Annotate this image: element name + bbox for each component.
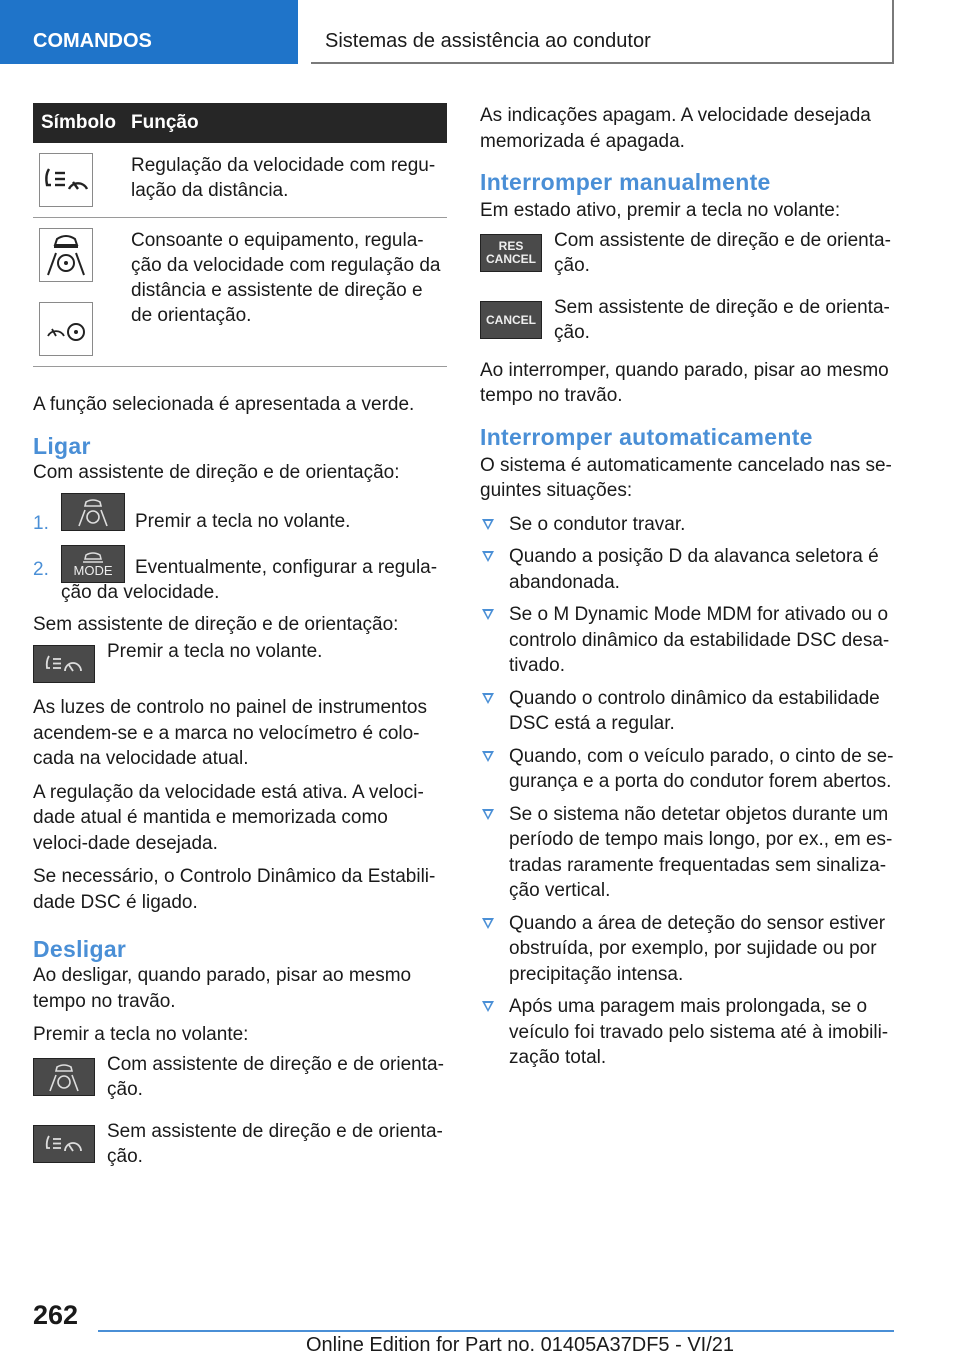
paragraph: Ao interromper, quando parado, pisar ao mesmo tempo no travão.: [480, 359, 889, 406]
auto-cancel-list: [480, 512, 894, 1071]
steering-assist-key-icon: [61, 493, 125, 531]
cancel-key-label: CANCEL: [486, 312, 536, 327]
chapter-title: Sistemas de assistência ao condutor: [325, 30, 651, 52]
acc-steering-icon: [39, 302, 93, 356]
table-cell-function: Regulação da velocidade com regu-lação da distância.: [125, 143, 447, 218]
footer-edition: Online Edition for Part no. 01405A37DF5 - VI/21: [306, 1334, 735, 1356]
paragraph: Ao desligar, quando parado, pisar ao mesmo tempo no travão.: [33, 965, 412, 1012]
table-header-function: Função: [125, 103, 447, 143]
section-tab: [0, 0, 298, 64]
key-row: [480, 296, 894, 346]
bullet-triangle-icon: [482, 609, 494, 620]
footer-divider: [98, 1330, 894, 1332]
paragraph: O sistema é automaticamente cancelado nas se-guintes situações:: [480, 454, 892, 501]
table-cell-function: Consoante o equipamento, regula-ção da velocidade com regulação da distância e assistente de direção e de orientação.: [125, 218, 447, 367]
step-text: Premir a tecla no volante.: [135, 511, 351, 532]
mode-key-label: MODE: [73, 562, 113, 578]
heading-interromper-manualmente: Interromper manualmente: [480, 169, 771, 195]
key-text: Premir a tecla no volante.: [107, 641, 323, 662]
table-row: [33, 218, 447, 367]
bullet-triangle-icon: [482, 519, 494, 530]
paragraph: As indicações apagam. A velocidade desejada memorizada é apagada.: [480, 105, 871, 152]
right-column: [480, 103, 894, 1078]
page-number: 262: [33, 1300, 79, 1330]
paragraph: Em estado ativo, premir a tecla no volante:: [480, 200, 841, 221]
paragraph: Premir a tecla no volante:: [33, 1024, 249, 1045]
key-text: Sem assistente de direção e de orienta-ção.: [107, 1120, 443, 1167]
paragraph: As luzes de controlo no painel de instrumentos acendem-se e a marca no velocímetro é colo-cada na velocidade atual.: [33, 697, 427, 769]
paragraph: A função selecionada é apresentada a verde.: [33, 394, 415, 415]
bullet-triangle-icon: [482, 918, 494, 929]
step-number: 2.: [33, 558, 49, 580]
list-item: Se o M Dynamic Mode MDM for ativado ou o controlo dinâmico da estabilidade DSC desa-tivado.: [480, 602, 894, 679]
key-text: Com assistente de direção e de orienta-ção.: [554, 229, 891, 276]
cancel-key-icon: [480, 301, 542, 339]
step-number: 1.: [33, 513, 49, 534]
left-column: [33, 103, 447, 1170]
symbol-table: [33, 103, 447, 367]
bullet-triangle-icon: [482, 551, 494, 562]
key-row: [33, 643, 447, 683]
heading-ligar: Ligar: [33, 432, 91, 459]
list-item: Se o sistema não detetar objetos durante um período de tempo mais longo, por ex., em es-tradas raramente frequentadas sem sinaliza-ção vertical.: [480, 802, 894, 904]
heading-interromper-automaticamente: Interromper automaticamente: [480, 423, 813, 450]
list-item: Quando o controlo dinâmico da estabilidade DSC está a regular.: [480, 686, 894, 737]
step-text: Eventualmente, configurar a regula-ção da velocidade.: [61, 556, 438, 603]
res-key-label: RES: [498, 238, 524, 253]
acc-key-icon: [33, 645, 95, 683]
paragraph: Com assistente de direção e de orientação:: [33, 461, 400, 483]
step-1: [33, 491, 447, 537]
key-text: Sem assistente de direção e de orienta-ção.: [554, 296, 890, 343]
table-header-symbol: Símbolo: [33, 103, 125, 143]
paragraph: Se necessário, o Controlo Dinâmico da Estabili-dade DSC é ligado.: [33, 866, 436, 913]
bullet-triangle-icon: [482, 809, 494, 820]
step-2: [33, 543, 447, 606]
steering-assist-icon: [39, 228, 93, 282]
table-header-row: [33, 103, 447, 143]
table-row: [33, 143, 447, 218]
list-item: Quando a área de deteção do sensor estiver obstruída, por exemplo, por sujidade ou por precipitação intensa.: [480, 911, 894, 988]
section-title: COMANDOS: [33, 30, 152, 52]
paragraph: A regulação da velocidade está ativa. A veloci-dade atual é mantida e memorizada como veloci-dade desejada.: [33, 781, 424, 854]
bullet-triangle-icon: [482, 751, 494, 762]
bullet-triangle-icon: [482, 1001, 494, 1012]
list-item: Quando a posição D da alavanca seletora é abandonada.: [480, 544, 894, 595]
cancel-key-label: CANCEL: [486, 251, 536, 266]
res-cancel-key-icon: [480, 234, 542, 272]
chapter-tab: [311, 0, 894, 64]
key-row: [480, 229, 894, 279]
list-item: Se o condutor travar.: [480, 512, 894, 538]
key-row: [33, 1053, 447, 1103]
key-row: [33, 1120, 447, 1170]
list-item: Após uma paragem mais prolongada, se o veículo foi travado pelo sistema até à imobili-zação total.: [480, 994, 894, 1071]
key-text: Com assistente de direção e de orienta-ção.: [107, 1053, 444, 1100]
list-item: Quando, com o veículo parado, o cinto de se-gurança e a porta do condutor forem abertos.: [480, 744, 894, 795]
bullet-triangle-icon: [482, 693, 494, 704]
heading-desligar: Desligar: [33, 936, 127, 962]
steering-assist-key-icon: [33, 1058, 95, 1096]
acc-distance-icon: [39, 153, 93, 207]
acc-key-icon: [33, 1125, 95, 1163]
paragraph: Sem assistente de direção e de orientação:: [33, 613, 399, 635]
